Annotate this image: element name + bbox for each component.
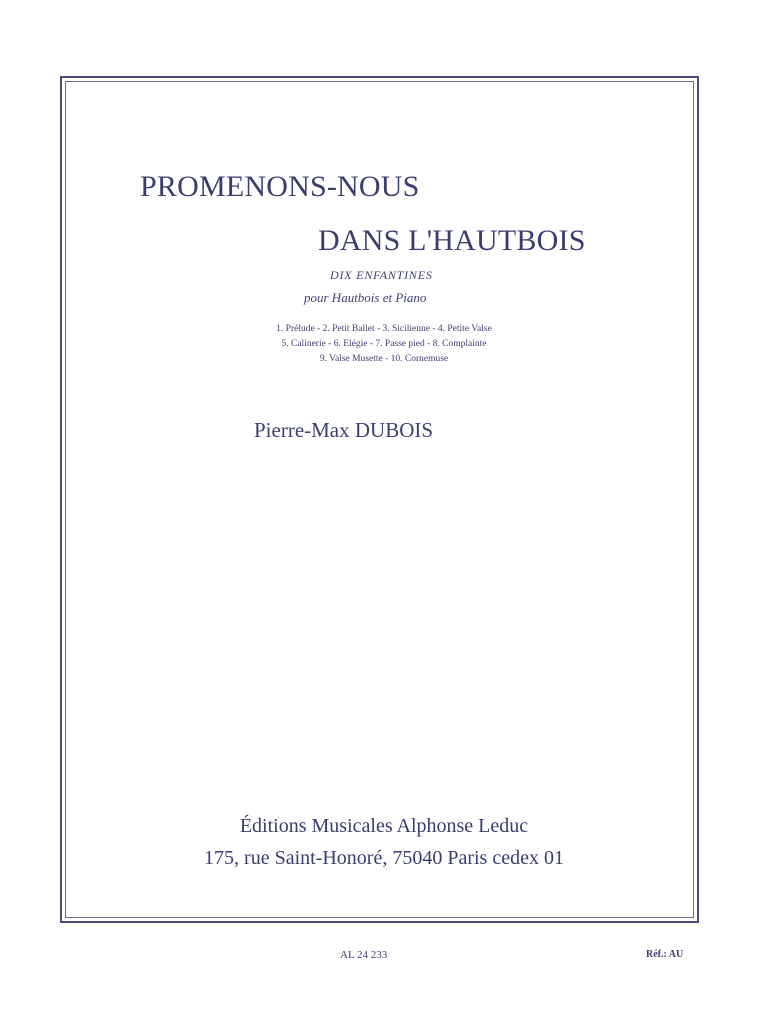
subtitle: DIX ENFANTINES xyxy=(330,268,433,282)
contents-line: 1. Prélude - 2. Petit Ballet - 3. Sicilienne - 4. Petite Valse xyxy=(276,324,492,334)
title-line-1: PROMENONS-NOUS xyxy=(140,170,420,203)
publisher-name: Éditions Musicales Alphonse Leduc xyxy=(239,815,529,837)
title-line-2: DANS L'HAUTBOIS xyxy=(318,224,586,257)
publisher-address: 175, rue Saint-Honoré, 75040 Paris cedex 01 xyxy=(204,847,564,869)
page-border-inner xyxy=(65,81,694,918)
reference-code: Réf.: AU xyxy=(646,949,684,960)
contents-list xyxy=(244,322,524,367)
composer-name: Pierre-Max DUBOIS xyxy=(254,418,434,442)
publisher-block xyxy=(168,810,600,874)
instrumentation: pour Hautbois et Piano xyxy=(304,290,427,305)
contents-line: 9. Valse Musette - 10. Cornemuse xyxy=(319,354,449,364)
catalog-number: AL 24 233 xyxy=(340,949,388,961)
contents-line: 5. Calinerie - 6. Elégie - 7. Passe pied - 8. Complainte xyxy=(281,339,487,349)
